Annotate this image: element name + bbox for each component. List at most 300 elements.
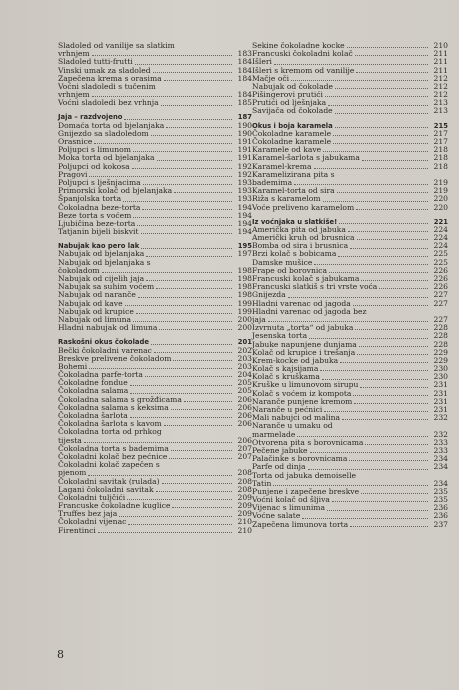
toc-entry-page: 205 [237,386,252,396]
dot-leader [328,105,428,106]
toc-entry-title: Primorski kolač od bjelanjaka [58,186,173,196]
toc-entry-page: 193 [237,194,252,204]
toc-entry-title: Pišingerovi prutići [252,90,323,100]
dot-leader [340,362,428,363]
dot-leader [309,338,428,339]
toc-entry-title: Jesenska torta [252,331,308,341]
toc-entry-page: 227 [433,314,448,324]
dot-leader [297,436,428,437]
toc-entry-page: 224 [433,233,448,243]
dot-leader [333,135,428,136]
toc-entry-title: Vinski umak za sladoled [58,65,151,75]
toc-entry-title: Nabujak od krupice [58,306,134,316]
toc-entry-title: Čokoladne karamele [252,128,332,138]
toc-entry-page: 235 [433,495,448,505]
dot-leader [169,458,232,459]
toc-entry-page: 217 [433,128,448,138]
toc-entry-title: čokoladom [58,265,100,275]
dot-leader [361,493,428,494]
dot-leader [133,321,232,322]
toc-entry-title: Čokoladna torta s bademima [58,443,169,453]
toc-entry-page: 209 [237,509,252,519]
dot-leader [141,248,232,249]
toc-entry-title: Frape od borovnica [252,265,328,275]
toc-entry-page: 208 [237,484,252,494]
dot-leader [339,223,428,224]
toc-entry-title: Voćni sladoledi bez vrhnja [58,98,159,108]
toc-entry-title: Voćni kolač od šljiva [252,495,330,505]
toc-entry-page: 236 [433,511,448,521]
toc-entry-page: 210 [433,40,448,50]
toc-entry-title: Naranče punjene kremom [252,396,353,406]
toc-entry-page: 229 [433,355,448,365]
toc-entry-title: Tatin [252,478,272,488]
dot-leader [141,233,232,234]
dot-leader [268,321,428,322]
toc-entry-title: Torta od jabuka demoiselle [252,470,356,480]
toc-entry-title: Gnijezda [252,290,286,300]
toc-entry-page: 203 [237,353,252,363]
toc-entry-title: Išleri [252,57,272,67]
toc-entry-page: 192 [237,161,252,171]
dot-leader [161,105,232,106]
toc-entry-page: 198 [237,265,252,275]
dot-leader [128,524,232,525]
toc-entry-page: 231 [433,405,448,415]
toc-entry-title: Čokoladni savitak (rulada) [58,476,160,486]
dot-leader [324,411,428,412]
dot-leader [365,444,428,445]
dot-leader [348,231,428,232]
toc-left-column [58,42,252,535]
dot-leader [327,510,428,511]
dot-leader [135,64,232,65]
toc-entry-page: 233 [433,437,448,447]
toc-entry-title: Naranče u pećnici [252,405,323,415]
dot-leader [356,209,428,210]
toc-entry-title: Nabujak od cijelih jaja [58,274,145,284]
dot-leader [335,88,428,89]
toc-entry-title: Karamelizirana pita s [252,169,335,179]
toc-entry-page: 209 [237,501,252,511]
toc-entry-title: Damske mušice [252,257,313,267]
dot-leader [102,272,232,273]
toc-entry-title: Pečene jabuke [252,445,308,455]
toc-entry-title: vrhnjem [58,49,90,59]
toc-entry-title: Sekine čokoladne kocke [252,40,345,50]
toc-entry-page: 213 [433,106,448,116]
dot-leader [133,151,232,152]
toc-entry-page: 209 [237,492,252,502]
toc-entry-page: 194 [237,218,252,228]
toc-entry-page: 217 [433,137,448,147]
dot-leader [162,483,232,484]
toc-entry-title: vrhnjem [58,90,90,100]
toc-entry-page: 206 [237,402,252,412]
dot-leader [379,288,428,289]
toc-entry-page: 227 [433,290,448,300]
toc-entry-title: Karamel-šarlota s jabukama [252,153,360,163]
toc-entry-title: Španjolska torta [58,194,122,204]
toc-entry-title: Kolač s kruškama [252,372,320,382]
toc-entry [252,472,448,480]
toc-entry-title: Otvorena pita s borovnicama [252,437,364,447]
dot-leader [94,143,232,144]
toc-entry-title: Nabujak od čokolade [252,81,333,91]
dot-leader [84,442,232,443]
dot-leader [89,368,232,369]
toc-entry-page: 198 [237,290,252,300]
toc-entry-title: Moka torta od bjelanjaka [58,153,155,163]
dot-leader [89,176,232,177]
dot-leader [362,160,428,161]
dot-leader [173,360,232,361]
toc-entry-title: Nabujak sa suhim voćem [58,282,155,292]
toc-entry-page: 206 [237,411,252,421]
toc-entry-page: 213 [433,98,448,108]
toc-entry-page: 210 [237,517,252,527]
toc-entry-title: Breskve prelivene čokoladom [58,353,172,363]
toc-entry-title: Išleri s kremom od vanilije [252,65,355,75]
toc-entry-title: Francuski slatkiš s tri vrste voća [252,282,378,292]
toc-entry-page: 205 [237,378,252,388]
dot-leader [350,248,428,249]
toc-entry [58,355,252,363]
toc-entry-title: Punjene i zapečene breskve [252,486,360,496]
dot-leader [335,127,428,128]
toc-entry-page: 227 [433,298,448,308]
dot-leader [137,225,232,226]
toc-entry-title: Karamel-krema [252,161,312,171]
dot-leader [92,96,232,97]
toc-entry-title: Sladoled od vanilije sa slatkim [58,40,175,50]
toc-entry-page: 211 [433,49,448,59]
toc-entry-title: Hladni nabujak od limuna [58,323,158,333]
dot-leader [130,417,232,418]
toc-entry [58,99,252,107]
toc-entry-page: 184 [237,57,252,67]
dot-leader [151,135,232,136]
toc-entry-title: marmelade [252,429,296,439]
toc-entry-page: 208 [237,476,252,486]
toc-entry-title: Čokoladni kolač bez pećnice [58,451,168,461]
toc-entry-title: Pragovi [58,169,88,179]
toc-entry-title: Poljupci od kokosa [58,161,130,171]
toc-entry-page: 207 [237,443,252,453]
dot-leader [329,272,428,273]
toc-entry-page: 224 [433,241,448,251]
toc-entry-title: Firentinci [58,525,96,535]
toc-entry-page: 200 [237,314,252,324]
dot-leader [127,499,232,500]
toc-entry-page: 198 [237,282,252,292]
dot-leader [130,393,232,394]
dot-leader [146,256,232,257]
toc-entry-page: 190 [237,120,252,130]
toc-entry-title: Bečki čokoladni varenac [58,345,152,355]
dot-leader [172,507,232,508]
toc-entry-page: 199 [237,306,252,316]
toc-entry-title: Vijenac s limunima [252,503,326,513]
toc-entry-page: 208 [237,468,252,478]
toc-entry-title: Čokoladna parfe-torta [58,370,143,380]
toc-entry-page: 183 [237,49,252,59]
dot-leader [323,151,428,152]
toc-entry-title: Parfe od dinja [252,462,306,472]
toc-entry-title: Čokoladni vijenac [58,517,127,527]
toc-entry-page: 237 [433,519,448,529]
toc-entry-page: 230 [433,364,448,374]
dot-leader [119,516,232,517]
toc-entry-title: bademima [252,177,293,187]
toc-entry-page: 225 [433,249,448,259]
toc-entry-title: tijesta [58,435,82,445]
toc-entry-page: 184 [237,65,252,75]
toc-entry-page: 226 [433,282,448,292]
toc-entry-title: Savijača od čokolade [252,106,333,116]
dot-leader [314,264,428,265]
toc-entry-title: Nabujak od bjelanjaka s [58,257,151,267]
dot-leader [347,47,428,48]
dot-leader [145,376,232,377]
toc-entry-page: 218 [433,153,448,163]
toc-entry-title: Američki kruh od brusnica [252,233,355,243]
toc-entry-title: Truffes bez jaja [58,509,118,519]
toc-entry-title: Naranče u umaku od [252,421,333,431]
toc-entry-page: 231 [433,388,448,398]
toc-entry-title: Čokoladna šarlota s kavom [58,419,162,429]
toc-entry-title: Hladni varenac od jagoda bez [252,306,367,316]
toc-entry-page: 192 [237,169,252,179]
dot-leader [143,184,232,185]
dot-leader [359,346,428,347]
toc-entry-page: 226 [433,274,448,284]
toc-entry-page: 225 [433,257,448,267]
toc-entry-title: Okus i boja karamela [252,121,333,130]
toc-entry-page: 231 [433,380,448,390]
toc-entry-title: Nabujak od naranče [58,290,136,300]
toc-entry-title: Domaća torta od bjelanjaka [58,120,165,130]
toc-entry-page: 234 [433,454,448,464]
dot-leader [130,385,232,386]
toc-entry-page: 220 [433,202,448,212]
dot-leader [88,475,232,476]
toc-entry-page: 232 [433,429,448,439]
toc-entry-title: Prutići od lješnjaka [252,98,327,108]
toc-entry-page: 207 [237,451,252,461]
toc-entry-page: 191 [237,137,252,147]
toc-entry-page: 202 [237,345,252,355]
toc-entry-title: Zapečena krema s orasima [58,73,162,83]
toc-entry-title: pjenom [58,468,87,478]
toc-entry-page: 190 [237,128,252,138]
toc-entry-page: 211 [433,65,448,75]
dot-leader [337,192,428,193]
dot-leader [274,64,428,65]
toc-entry-page: 212 [433,73,448,83]
dot-leader [184,401,232,402]
dot-leader [354,403,428,404]
dot-leader [288,297,428,298]
toc-entry-title: Bomba od sira i brusnica [252,241,349,251]
dot-leader [342,419,428,420]
toc-entry-page: 219 [433,177,448,187]
dot-leader [332,501,428,502]
dot-leader [171,409,232,410]
toc-entry-title: jaja [252,314,266,324]
dot-leader [138,297,232,298]
dot-leader [156,491,232,492]
toc-entry-page: 234 [433,478,448,488]
toc-entry-title: Krem-kocke od jabuka [252,355,339,365]
toc-entry-page: 211 [433,57,448,67]
toc-entry-page: 206 [237,419,252,429]
toc-entry-title: Beze torta s voćem [58,210,132,220]
toc-entry-title: Čokoladna šarlota [58,411,128,421]
toc-entry-title: Ljubičina beze-torta [58,218,136,228]
toc-entry [252,204,448,212]
toc-entry-title: Lagani čokoladni savitak [58,484,154,494]
toc-entry-title: Francuski čokoladni kolač [252,49,353,59]
toc-entry-title: Kolač s voćem iz kompota [252,388,352,398]
toc-entry-title: Nabujak kao pero lak [58,242,140,251]
toc-entry-page: 219 [433,186,448,196]
toc-right-column [252,42,448,529]
toc-entry-title: Jabuke napunjene dunjama [252,339,357,349]
dot-leader [132,168,232,169]
toc-entry-title: Čokoladna beze-torta [58,202,141,212]
toc-entry-page: 212 [433,90,448,100]
toc-entry-title: Čokoladna salama s grožđicama [58,394,182,404]
dot-leader [360,387,428,388]
toc-entry-title: Gnijezdo sa sladoledom [58,128,149,138]
dot-leader [164,425,232,426]
dot-leader [335,113,428,114]
dot-leader [151,344,232,345]
toc-entry [252,308,448,316]
dot-leader [310,452,428,453]
toc-entry-page: 218 [433,145,448,155]
dot-leader [361,280,428,281]
dot-leader [166,127,232,128]
toc-entry [58,428,252,436]
dot-leader [159,329,232,330]
toc-entry [58,163,252,171]
dot-leader [142,209,232,210]
toc-entry-page: 184 [237,73,252,83]
toc-entry-title: Čokoladna salama s keksima [58,402,169,412]
dot-leader [156,288,232,289]
toc-entry-title: Karamele od kave [252,145,322,155]
dot-leader [133,217,232,218]
toc-entry-page: 234 [433,462,448,472]
toc-entry-page: 203 [237,361,252,371]
toc-entry-page: 204 [237,370,252,380]
toc-entry-title: Nabujak od limuna [58,314,132,324]
toc-entry-title: Kruške u limunovom sirupu [252,380,359,390]
toc-entry-page: 231 [433,396,448,406]
toc-entry-title: Raskošni okus čokolade [58,338,149,347]
dot-leader [314,168,428,169]
toc-entry-page: 221 [433,217,448,226]
toc-entry [58,527,252,535]
toc-entry-page: 220 [433,194,448,204]
dot-leader [153,72,232,73]
toc-entry-page: 206 [237,435,252,445]
toc-entry-page: 191 [237,153,252,163]
page-number: 8 [57,648,64,661]
dot-leader [174,192,232,193]
toc-entry-title: Brzi kolač s bobicama [252,249,337,259]
dot-leader [356,72,428,73]
dot-leader [125,305,232,306]
toc-entry-page: 197 [237,249,252,259]
toc-entry [252,50,448,58]
toc-entry-page: 224 [433,224,448,234]
toc-entry-page: 212 [433,81,448,91]
dot-leader [322,379,428,380]
toc-entry-title: Karamel-torta od sira [252,186,335,196]
toc-entry-title: Čokoladna torta od prhkog [58,427,162,437]
toc-entry-page: 201 [237,338,252,347]
toc-entry-page: 210 [237,525,252,535]
toc-entry-title: Kolač od krupice i trešanja [252,347,356,357]
dot-leader [291,80,428,81]
toc-entry-title: Nabujak od kave [58,298,123,308]
dot-leader [338,256,428,257]
dot-leader [350,526,428,527]
toc-entry-title: Čokoladni kolač zapečen s [58,460,160,470]
toc-entry-page: 233 [433,445,448,455]
toc-entry-title: Poljupci s lješnjacima [58,177,141,187]
toc-entry [58,228,252,236]
toc-entry-page: 194 [237,210,252,220]
toc-entry-title: Iz voćnjaka u slatkiše! [252,217,338,226]
toc-entry-page: 185 [237,98,252,108]
dot-leader [157,160,232,161]
dot-leader [273,485,428,486]
toc-entry-title: Čokoladna salama [58,386,129,396]
toc-entry-page: 235 [433,486,448,496]
toc-entry-page: 199 [237,298,252,308]
toc-entry-page: 232 [433,413,448,423]
toc-entry-title: Tatjanin bijeli biskvit [58,227,139,237]
dot-leader [171,450,232,451]
dot-leader [355,55,428,56]
dot-leader [136,313,232,314]
toc-entry-title: Francuski kolač s jabukama [252,274,360,284]
toc-entry-page: 187 [237,113,252,122]
toc-entry-title: Hladni varenac od jagoda [252,298,351,308]
toc-entry-title: Nabujak od bjelanjaka [58,249,145,259]
toc-entry-title: Čokoladne fondue [58,378,128,388]
dot-leader [92,55,232,56]
toc-entry-page: 230 [433,372,448,382]
dot-leader [355,329,428,330]
toc-entry-title: Bohemi [58,361,88,371]
dot-leader [123,201,232,202]
toc-entry-page: 191 [237,145,252,155]
toc-entry [58,324,252,332]
dot-leader [294,184,428,185]
dot-leader [349,460,428,461]
toc-entry-title: Francuske čokoladne kuglice [58,501,171,511]
toc-entry-page: 229 [433,347,448,357]
dot-leader [323,201,428,202]
toc-entry-page: 228 [433,331,448,341]
toc-entry-title: Zapečena limunova torta [252,519,349,529]
toc-entry-title: Poljupci s limunom [58,145,131,155]
